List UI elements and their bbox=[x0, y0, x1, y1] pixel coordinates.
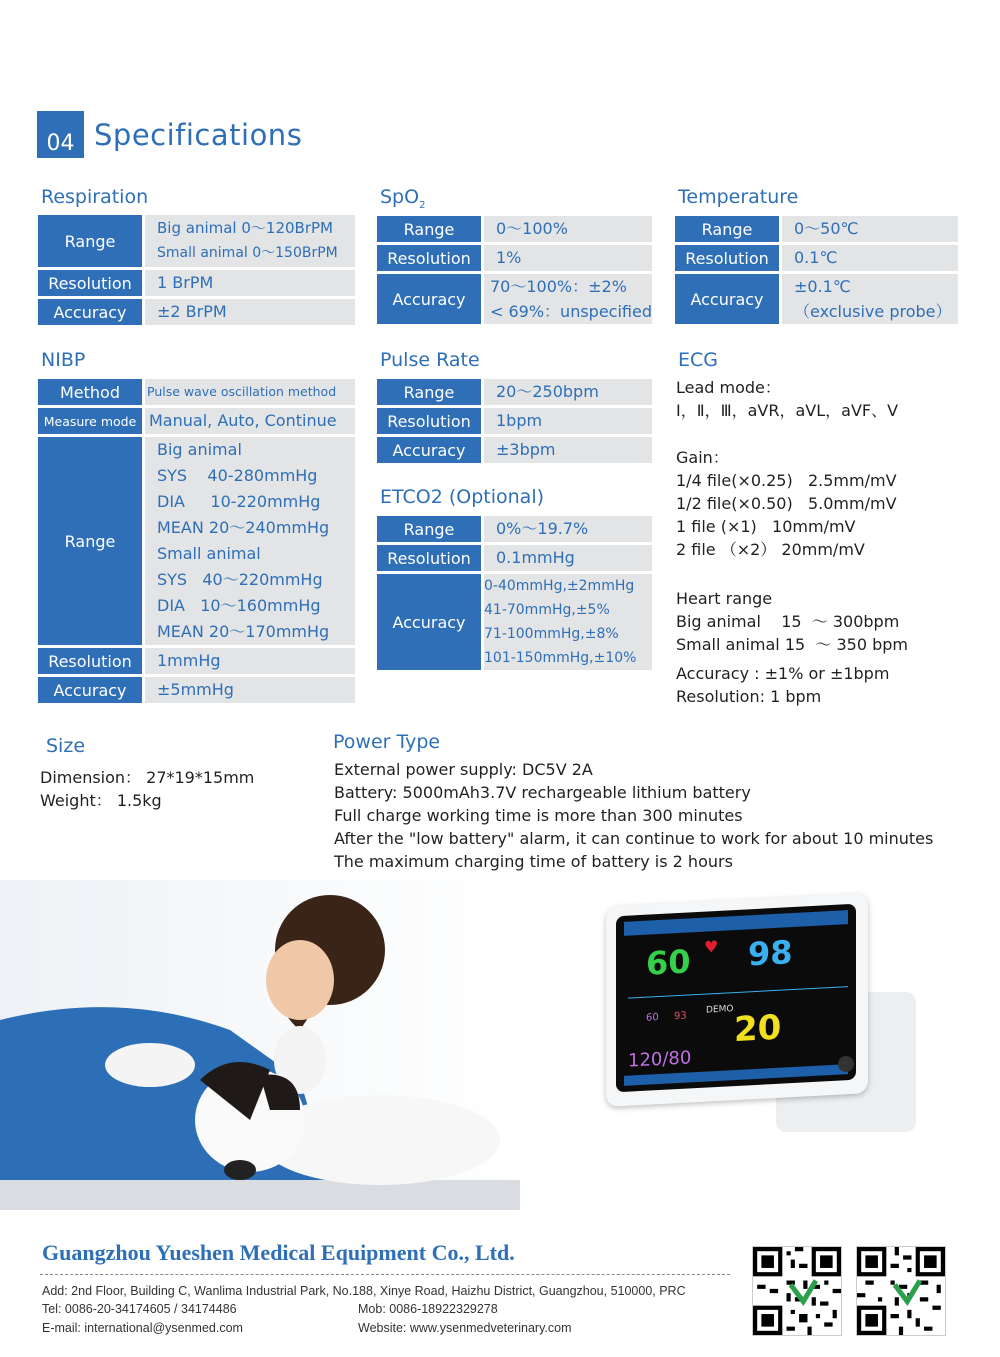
row-label: Resolution bbox=[377, 545, 484, 571]
section-number: 04 bbox=[37, 111, 84, 158]
table-row bbox=[675, 245, 958, 271]
table-row bbox=[377, 379, 652, 405]
power-line: Full charge working time is more than 300 minutes bbox=[334, 806, 743, 825]
footer-mob: Mob: 0086-18922329278 bbox=[358, 1302, 498, 1316]
ecg-gain-label: Gain： bbox=[676, 448, 729, 467]
ecg-heart-label: Heart range bbox=[676, 589, 773, 608]
table-row bbox=[675, 216, 958, 242]
row-label: Accuracy bbox=[377, 574, 484, 670]
nibp-title: NIBP bbox=[41, 349, 86, 371]
footer-website: Website: www.ysenmedveterinary.com bbox=[358, 1321, 572, 1335]
row-value: 20～250bpm bbox=[484, 379, 652, 405]
row-label: Range bbox=[38, 215, 145, 267]
row-label: Method bbox=[38, 379, 145, 405]
ecg-gain-line: 1/2 file(×0.50) 5.0mm/mV bbox=[676, 494, 897, 513]
row-label: Range bbox=[377, 216, 484, 242]
ecg-heart-line: Big animal 15 ～ 300bpm bbox=[676, 612, 900, 631]
footer-address: Add: 2nd Floor, Building C, Wanlima Industrial Park, No.188, Xinye Road, Haizhu District, Guangzhou, 510000, PRC bbox=[42, 1284, 686, 1298]
row-label: Accuracy bbox=[38, 677, 145, 703]
qr-code-icon[interactable] bbox=[856, 1246, 946, 1336]
table-row bbox=[377, 516, 652, 542]
row-label: Resolution bbox=[38, 270, 145, 296]
pulse-rate-table bbox=[377, 376, 652, 466]
spo2-table bbox=[377, 213, 652, 327]
row-value: 0%～19.7% bbox=[484, 516, 652, 542]
row-value: 0.1℃ bbox=[782, 245, 958, 271]
row-value: 0-40mmHg,±2mmHg 41-70mmHg,±5% 71-100mmHg,±8% 101-150mmHg,±10% bbox=[484, 574, 652, 670]
nibp-dia-small: 93 bbox=[674, 1010, 687, 1023]
spo2-value: 98 bbox=[748, 933, 793, 974]
row-label: Range bbox=[38, 437, 145, 645]
power-block bbox=[334, 758, 933, 873]
row-label: Resolution bbox=[675, 245, 782, 271]
row-label: Range bbox=[377, 516, 484, 542]
row-label: Accuracy bbox=[377, 274, 484, 324]
row-value: ±2 BrPM bbox=[145, 299, 355, 325]
row-value: 1mmHg bbox=[145, 648, 355, 674]
resp-value: 20 bbox=[734, 1007, 782, 1051]
ecg-lead-values: Ⅰ，Ⅱ，Ⅲ，aVR，aVL，aVF、V bbox=[676, 401, 899, 420]
row-value: 0～50℃ bbox=[782, 216, 958, 242]
table-row bbox=[377, 574, 652, 670]
row-label: Accuracy bbox=[377, 437, 484, 463]
row-label: Resolution bbox=[377, 245, 484, 271]
table-row bbox=[38, 215, 355, 267]
ecg-title: ECG bbox=[678, 349, 718, 371]
qr-code-icon[interactable] bbox=[752, 1246, 842, 1336]
size-weight: Weight： 1.5kg bbox=[40, 791, 162, 810]
footer-email: E-mail: international@ysenmed.com bbox=[42, 1321, 243, 1335]
table-row bbox=[38, 677, 355, 703]
row-value: 70～100%：±2% < 69%：unspecified bbox=[484, 274, 652, 324]
respiration-table bbox=[38, 212, 355, 328]
ecg-gain-line: 1/4 file(×0.25) 2.5mm/mV bbox=[676, 471, 897, 490]
row-value: Big animal SYS 40-280mmHg DIA 10-220mmHg MEAN 20～240mmHg Small animal SYS 40～220mmHg DIA 10～160mmHg MEAN 20～170mmHg bbox=[145, 437, 355, 645]
spo2-title: SpO$_2$ bbox=[380, 186, 426, 211]
row-label: Range bbox=[675, 216, 782, 242]
row-value: ±3bpm bbox=[484, 437, 652, 463]
ecg-heart-line: Small animal 15 ～ 350 bpm bbox=[676, 635, 908, 654]
row-value: 1 BrPM bbox=[145, 270, 355, 296]
ecg-resolution: Resolution: 1 bpm bbox=[676, 687, 822, 706]
row-value: 1bpm bbox=[484, 408, 652, 434]
table-row bbox=[38, 648, 355, 674]
table-row bbox=[377, 216, 652, 242]
temperature-table bbox=[675, 213, 958, 327]
row-label: Range bbox=[377, 379, 484, 405]
row-label: Measure mode bbox=[38, 408, 145, 434]
nibp-sys-small: 60 bbox=[646, 1012, 659, 1024]
ecg-gain-line: 2 file （×2） 20mm/mV bbox=[676, 540, 865, 559]
company-name: Guangzhou Yueshen Medical Equipment Co., Ltd. bbox=[42, 1240, 515, 1265]
size-title: Size bbox=[46, 735, 86, 757]
table-row bbox=[377, 245, 652, 271]
monitor-screen bbox=[616, 904, 856, 1093]
row-value: Manual, Auto, Continue bbox=[145, 408, 355, 434]
table-row bbox=[377, 437, 652, 463]
ecg-lead-label: Lead mode： bbox=[676, 378, 781, 397]
table-row bbox=[675, 274, 958, 324]
power-title: Power Type bbox=[333, 731, 441, 753]
etco2-title: ETCO2 (Optional) bbox=[380, 486, 545, 508]
table-row bbox=[38, 408, 355, 434]
power-line: Battery: 5000mAh3.7V rechargeable lithium battery bbox=[334, 783, 751, 802]
row-value: Big animal 0～120BrPM Small animal 0～150BrPM bbox=[145, 215, 355, 267]
table-row bbox=[377, 545, 652, 571]
row-value: 0～100% bbox=[484, 216, 652, 242]
hr-value: 60 bbox=[646, 942, 691, 983]
power-knob bbox=[838, 1056, 854, 1072]
row-label: Resolution bbox=[377, 408, 484, 434]
table-row bbox=[38, 299, 355, 325]
table-row bbox=[38, 270, 355, 296]
nibp-value: 120/80 bbox=[628, 1047, 692, 1072]
row-value: ±5mmHg bbox=[145, 677, 355, 703]
ecg-gain-line: 1 file (×1) 10mm/mV bbox=[676, 517, 856, 536]
row-label: Accuracy bbox=[38, 299, 145, 325]
temperature-title: Temperature bbox=[678, 186, 799, 208]
power-line: The maximum charging time of battery is 2 hours bbox=[334, 852, 733, 871]
row-value: 0.1mmHg bbox=[484, 545, 652, 571]
power-line: External power supply: DC5V 2A bbox=[334, 760, 593, 779]
respiration-title: Respiration bbox=[41, 186, 149, 208]
row-value: 1% bbox=[484, 245, 652, 271]
ecg-accuracy: Accuracy : ±1% or ±1bpm bbox=[676, 664, 890, 683]
pleth-wave bbox=[628, 986, 848, 999]
power-line: After the "low battery" alarm, it can continue to work for about 10 minutes bbox=[334, 829, 934, 848]
nibp-table bbox=[38, 376, 355, 706]
row-value: Pulse wave oscillation method bbox=[145, 379, 355, 405]
table-row bbox=[38, 437, 355, 645]
etco2-table bbox=[377, 513, 652, 673]
size-dimension: Dimension： 27*19*15mm bbox=[40, 768, 255, 787]
pulse-rate-title: Pulse Rate bbox=[380, 349, 480, 371]
page-title: Specifications bbox=[94, 118, 303, 152]
row-value: ±0.1℃ （exclusive probe） bbox=[782, 274, 958, 324]
table-row bbox=[38, 379, 355, 405]
footer-divider bbox=[40, 1274, 730, 1275]
table-row bbox=[377, 408, 652, 434]
ecg-block bbox=[676, 376, 908, 708]
table-row bbox=[377, 274, 652, 324]
patient-monitor-image bbox=[606, 892, 916, 1138]
row-label: Accuracy bbox=[675, 274, 782, 324]
heart-icon: ♥ bbox=[704, 936, 719, 957]
footer-tel: Tel: 0086-20-34174605 / 34174486 bbox=[42, 1302, 237, 1316]
row-label: Resolution bbox=[38, 648, 145, 674]
demo-label: DEMO bbox=[706, 1004, 734, 1016]
screen-topbar bbox=[624, 910, 848, 936]
vet-with-dog-photo bbox=[0, 880, 520, 1210]
